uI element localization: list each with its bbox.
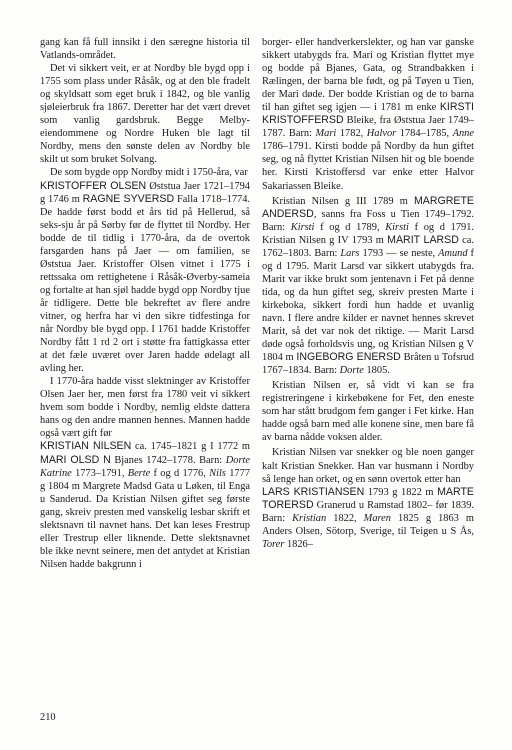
page-number: 210 xyxy=(40,712,56,723)
paragraph xyxy=(262,36,474,193)
text-run: 1786–1791. Kirsti bodde på Nordby da hun giftet seg, og nå flyttet Kristian Nilsen hit og ble boende her. Kirsti Kristoffersd var enke etter Halvor Sakariassen Bleike. xyxy=(262,141,474,192)
text-run: Granerud u Ramstad 1802– før 1839. Barn: xyxy=(262,499,474,524)
person-name: INGEBORG ENERSD xyxy=(296,351,401,364)
person-name: LARS KRISTIANSEN xyxy=(262,485,365,498)
child-name: Mari xyxy=(315,128,337,140)
paragraph xyxy=(40,180,250,376)
child-name: Kirsti xyxy=(290,221,315,233)
text-run: Falla 1718–1774. De hadde først bodd et års tid på Hellerud, så seks-sju år på Sørby før de flyttet til Nordby. Her bodde de til tidlig i 1770-åra, da de overtok farsgarden hans på Jaer — om familien, se Øststua Jaer. Kristoffer Olsen vitnet i 1775 i rettssaka om rettighetene i Råsåk-Øverby-sameia og fortalte at han sjøl hadde bygd opp Nordby tjue år tidligere. Dette ble bekreftet av flere andre vitner, og herfra har vi den sikre tidfestinga for når Nordby ble bygd opp. I 1761 hadde Kristoffer Nordby fått 1 rd 2 ort i støtte fra fattigkassa etter at det fæle uværet over Jaren hadde ødelagt all avling her. xyxy=(40,193,251,375)
person-name: KRISTOFFER OLSEN xyxy=(40,179,147,192)
child-name: Torer xyxy=(262,538,285,550)
paragraph: I 1770-åra hadde visst slektninger av Kristoffer Olsen Jaer her, men først fra 1780 veit vi sikkert hvem som bodde i Nordby, nemlig eldste dattera hans og den andre mannen hennes. Mannen hadde også vært gift før xyxy=(40,376,250,440)
child-name: Berte xyxy=(127,467,151,479)
text-run: f og d 1791. Kristian Nilsen g IV 1793 m xyxy=(262,221,474,246)
child-name: Dorte xyxy=(339,365,364,377)
text-run: 1784–1785, xyxy=(396,128,453,140)
child-name: Kirsti xyxy=(385,221,409,233)
text-run: 1773–1791, xyxy=(71,467,128,479)
text-run: 1793 — se neste, xyxy=(359,247,439,259)
text-run: Kristian Nilsen g III 1789 m xyxy=(272,195,414,207)
paragraph: Kristian Nilsen var snekker og ble noen ganger kalt Kristian Snekker. Han var husmann i Nordby så lenge han orket, og en sønn overtok etter han xyxy=(262,447,474,485)
text-run: 1805. xyxy=(363,365,390,377)
text-run: 1826– xyxy=(284,538,313,550)
text-run: 1825 g 1863 m Anders Olsen, Sötorp, Sverige, til Teigen u S Ås, xyxy=(262,512,474,537)
child-name: Anne xyxy=(452,128,474,140)
child-name: Amund xyxy=(438,247,468,259)
left-column xyxy=(40,36,250,571)
text-run: 1782, xyxy=(336,128,367,140)
text-run: Bjanes 1742–1778. Barn: xyxy=(110,454,226,466)
text-run: 1822, xyxy=(326,512,364,524)
text-run: Øststua Jaer 1721–1794 g 1746 m xyxy=(40,180,251,205)
text-run: ca. 1762–1803. Barn: xyxy=(262,234,474,259)
person-name: MARTE TORERSD xyxy=(262,485,474,511)
person-name: RAGNE SYVERSD xyxy=(82,192,175,205)
paragraph: Kristian Nilsen er, så vidt vi kan se fra registreringene i kirkebøkene for Fet, den eneste som har stått brudgom fem ganger i Fet kirke. Han hadde også barn med alle konene sine, men bare få av barna nådde voksen alder. xyxy=(262,380,474,444)
person-name: MARGRETE ANDERSD xyxy=(262,194,474,220)
paragraph: De som bygde opp Nordby midt i 1750-åra, var xyxy=(50,167,248,179)
child-name: Nils xyxy=(209,467,226,479)
text-run: f og d 1776, xyxy=(150,467,210,479)
text-run: f og d 1789, xyxy=(314,221,386,233)
paragraph xyxy=(262,195,474,378)
person-name: MARI OLSD N xyxy=(40,453,111,466)
child-name: Lars xyxy=(340,247,360,259)
child-name: Halvor xyxy=(366,128,397,140)
person-name: KRISTIAN NILSEN xyxy=(40,440,132,453)
paragraph: Det vi sikkert veit, er at Nordby ble bygd opp i 1755 som plass under Råsåk, og at den ble fradelt og skyldsatt som eget bruk i 1842, og ble vanlig sjøleierbruk fra 1867. Deretter har det vært drevet som vanlig gardsbruk. Begge Melby-eiendommene og Nordre Huken ble lagt til Nordby, mens den sønste delen av Nordby ble skilt ut som bruket Solvang. xyxy=(40,63,250,166)
paragraph xyxy=(262,486,474,551)
person-name: MARIT LARSD xyxy=(387,233,459,246)
text-run: ca. 1745–1821 g I 1772 m xyxy=(131,441,250,453)
text-run: 1793 g 1822 m xyxy=(364,486,438,498)
text-run: Bleike, fra Øststua Jaer 1749–1787. Barn: xyxy=(262,115,474,140)
text-run: borger- eller handverkerslekter, og han var ganske sikkert utabygds fra. Mari og Kristian flyttet mye og bodde på Bjanes, Gata, og Strandbakken i Rælingen, der barna ble født, og på Tøyen u Tien, der Mari døde. Der bodde Kristian og de to barna til han giftet seg igjen — i 1781 m enke xyxy=(262,37,474,114)
child-name: Kristian xyxy=(292,512,327,524)
text-run: 1777 g 1804 m Margrete Madsd Gata u Løken, til Enga u Sanderud. Da Kristian Nilsen giftet seg første gang, skreiv presten med vanskelig lesbar skrift et slektsnavn til navnet hans. Det kan leses Frestrup eller Trestrup eller liknende. Dette slektsnavnet ble ikke nevnt seinere, men det antydet at Kristian Nilsen hadde bakgrunn i xyxy=(40,467,250,570)
paragraph: gang kan få full innsikt i den særegne historia til Vatlands-området. xyxy=(40,37,250,62)
person-name: KIRSTI KRISTOFFERSD xyxy=(262,101,474,127)
paragraph xyxy=(40,440,250,570)
text-run: Bråten u Tofsrud 1767–1834. Barn: xyxy=(262,352,474,377)
text-run: f og d 1795. Marit Larsd var sikkert utabygds fra. Marit var ikke brukt som jentenavn i Fet på denne tida, og da hun giftet seg, skreiv presten Marte i kirkeboka, sikkert fordi hun hadde et uvanlig navn. I flere andre kilder er navnet hennes skrevet Marit, så det var nok det riktige. — Marit Larsd døde også forholdsvis ung, og Kristian Nilsen g V 1804 m xyxy=(262,247,475,364)
child-name: Dorte Katrine xyxy=(40,454,250,479)
child-name: Maren xyxy=(363,512,391,524)
right-column xyxy=(262,36,474,551)
text-run: , sanns fra Foss u Tien 1749–1792. Barn: xyxy=(262,208,474,233)
